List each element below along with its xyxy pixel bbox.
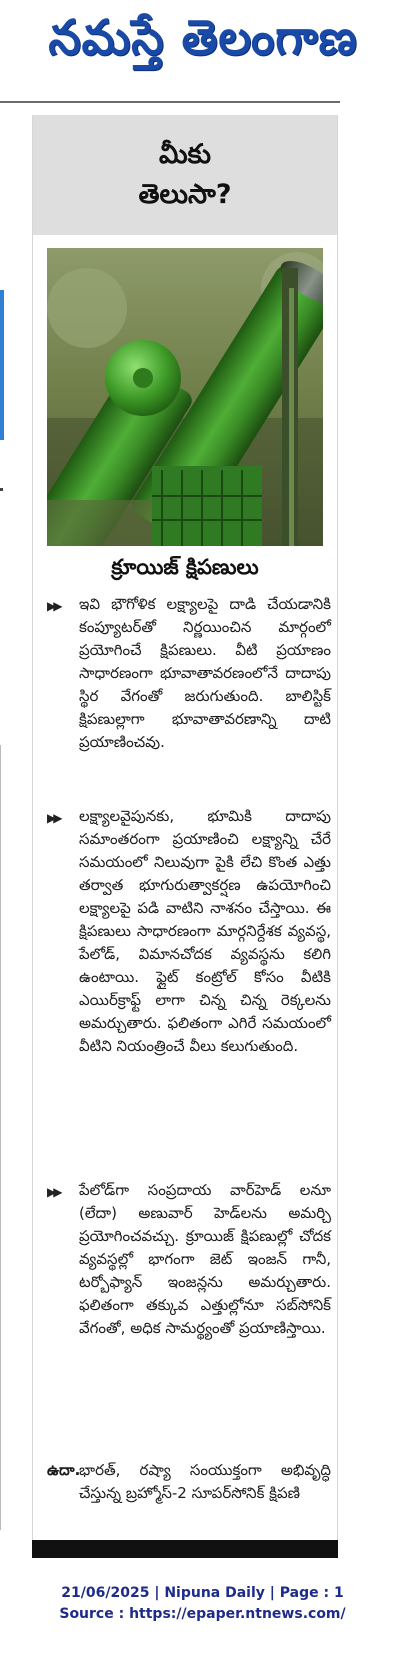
example-paragraph	[47, 1459, 331, 1529]
example-text: భారత్, రష్యా సంయుక్తంగా అభివృద్ధి చేస్తున్న బ్రహ్మోస్-2 సూపర్‌సోనిక్ క్షిపణి	[79, 1461, 331, 1502]
bullet-icon: ▶▶	[47, 811, 60, 825]
adjacent-column-fragment	[0, 488, 3, 491]
paragraph-text: ఇవి భౌగోళిక లక్ష్యాలపై దాడి చేయడానికి కంప్యూటర్‌తో నిర్ణయించిన మార్గంలో ప్రయోగించే క్షిపణులు. వీటి ప్రయాణం సాధారణంగా భూవాతావరణంలోనే దాదాపు స్థిర వేగంతో జరుగుతుంది. బాలిస్టిక్ క్షిపణుల్లాగా భూవాతావరణాన్ని దాటి ప్రయాణించవు.	[79, 595, 331, 751]
footer-date-source: 21/06/2025 | Nipuna Daily | Page : 1	[61, 1585, 344, 1601]
example-label: ఉదా.	[47, 1461, 81, 1479]
subheading: క్రూయిజ్ క్షిపణులు	[111, 555, 259, 579]
adjacent-column-border	[0, 745, 5, 1530]
kicker-line-1: మీకు	[158, 139, 211, 170]
paragraph-text: లక్ష్యాలవైపునకు, భూమికి దాదాపు సమాంతరంగా ప్రయాణించి లక్ష్యాన్ని చేరే సమయంలో నిలువుగా పైకి లేచి కొంత ఎత్తు తర్వాత భూగురుత్వాకర్షణ ఉపయోగించి లక్ష్యాలపై పడి వాటిని నాశనం చేస్తాయి. ఈ క్షిపణులు సాధారణంగా మార్గనిర్దేశక వ్యవస్థ, పేలోడ్, విమానచోదక వ్యవస్థను కలిగి ఉంటాయి. ఫ్లైట్ కంట్రోల్ కోసం వీటికి ఎయిర్‌క్రాఫ్ట్ లాగా చిన్న చిన్న రెక్కలను అమర్చుతారు. ఫలితంగా ఎగిరే సమయంలో వీటిని నియంత్రించే వీలు కలుగుతుంది.	[79, 807, 331, 1055]
masthead-divider	[0, 101, 340, 103]
bullet-icon: ▶▶	[47, 1185, 60, 1199]
bullet-paragraph-3	[47, 1179, 331, 1435]
kicker-box	[33, 115, 337, 235]
footer-url: Source : https://epaper.ntnews.com/	[59, 1606, 346, 1622]
missile-photo	[47, 248, 323, 546]
article-box	[32, 115, 338, 1540]
masthead	[0, 0, 405, 92]
bullet-paragraph-1	[47, 593, 331, 777]
bullet-paragraph-2	[47, 805, 331, 1151]
paragraph-text: పేలోడ్‌గా సంప్రదాయ వార్‌హెడ్ లనూ (లేదా) అణువార్ హెడ్‌లను అమర్చి ప్రయోగించవచ్చు. క్రూయిజ్ క్షిపణుల్లో చోదక వ్యవస్థల్లో భాగంగా జెట్ ఇంజన్ గానీ, టర్బోఫ్యాన్ ఇంజన్లను అమర్చుతారు. ఫలితంగా తక్కువ ఎత్తుల్లోనూ సబ్‌సోనిక్ వేగంతో, అధిక సామర్థ్యంతో ప్రయాణిస్తాయి.	[79, 1181, 331, 1337]
bullet-icon: ▶▶	[47, 599, 60, 613]
kicker-line-2: తెలుసా?	[138, 179, 232, 210]
masthead-title: నమస్తే తెలంగాణ	[48, 8, 358, 66]
article-bottom-bar	[32, 1540, 338, 1558]
adjacent-column-edge	[0, 290, 4, 440]
